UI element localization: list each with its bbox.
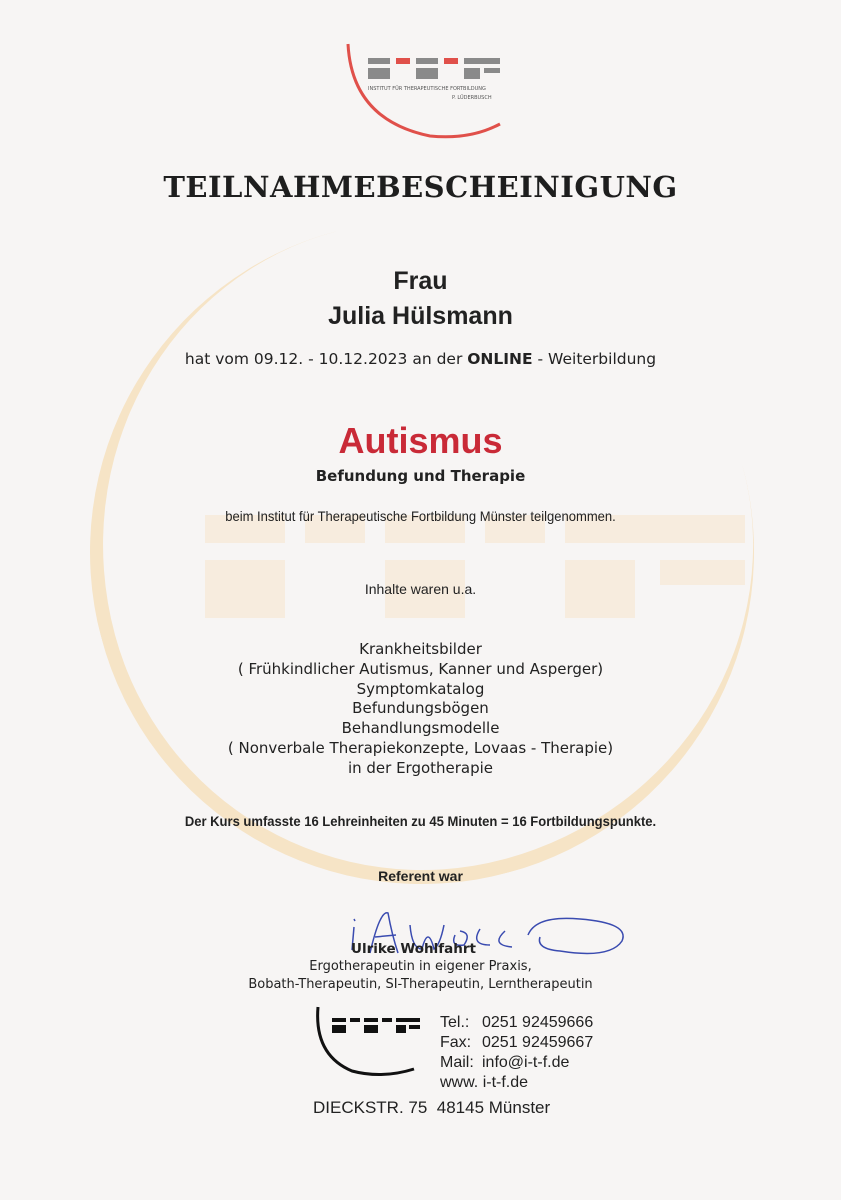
- tel-value: 0251 92459666: [482, 1014, 594, 1031]
- list-item: Krankheitsbilder: [359, 640, 482, 658]
- logo-line2: P. LÜDERBUSCH: [452, 95, 492, 101]
- date-line: [0, 350, 841, 368]
- course-summary: Der Kurs umfasste 16 Lehreinheiten zu 45 Minuten = 16 Fortbildungspunkte.: [184, 813, 657, 829]
- list-item: ( Nonverbale Therapiekonzepte, Lovaas - Therapie): [227, 738, 614, 757]
- contact-mail: [440, 1053, 593, 1073]
- contents-label: Inhalte waren u.a.: [364, 581, 477, 597]
- referent-name: Ulrike Wohlfahrt: [351, 941, 476, 957]
- course-title: Autismus: [338, 420, 503, 461]
- list-item: in der Ergotherapie: [347, 758, 494, 777]
- institute-line: beim Institut für Therapeutische Fortbildung Münster teilgenommen.: [225, 508, 616, 524]
- logo-line1: INSTITUT FÜR THERAPEUTISCHE FORTBILDUNG: [368, 86, 486, 92]
- fax-value: 0251 92459667: [482, 1034, 594, 1051]
- referent-desc-line1: Ergotherapeutin in eigener Praxis,: [309, 959, 532, 974]
- contact-block: [440, 1013, 593, 1093]
- mail-value: info@i-t-f.de: [482, 1054, 570, 1071]
- list-item: Befundungsbögen: [352, 699, 489, 718]
- participant-name: Julia Hülsmann: [328, 302, 513, 330]
- itf-logo: [340, 40, 520, 140]
- document-title: TEILNAHMEBESCHEINIGUNG: [163, 170, 678, 204]
- list-item: ( Frühkindlicher Autismus, Kanner und Asperger): [237, 659, 604, 678]
- course-subtitle: Befundung und Therapie: [315, 467, 526, 485]
- referent-description: [0, 958, 841, 994]
- footer-logo: [312, 1005, 430, 1077]
- contact-web: [440, 1073, 593, 1093]
- referent-desc-line2: Bobath-Therapeutin, SI-Therapeutin, Lerntherapeutin: [248, 977, 593, 992]
- tel-label: Tel.:: [440, 1014, 470, 1031]
- referent-label: Referent war: [378, 868, 463, 884]
- list-item: Behandlungsmodelle: [341, 719, 500, 738]
- contact-tel: [440, 1013, 593, 1033]
- footer-logo-arc: [312, 1005, 430, 1077]
- date-prefix: hat vom 09.12. - 10.12.2023 an der: [184, 350, 468, 368]
- web-value: i-t-f.de: [482, 1074, 529, 1091]
- mail-label: Mail:: [440, 1054, 474, 1071]
- course-mode: ONLINE: [467, 350, 533, 368]
- contents-list: [0, 640, 841, 779]
- address: DIECKSTR. 75 48145 Münster: [313, 1098, 551, 1117]
- date-suffix: - Weiterbildung: [532, 350, 657, 368]
- contact-fax: [440, 1033, 593, 1053]
- web-label: www.: [440, 1074, 479, 1091]
- salutation: Frau: [393, 267, 448, 295]
- list-item: Symptomkatalog: [356, 679, 485, 698]
- fax-label: Fax:: [440, 1034, 472, 1051]
